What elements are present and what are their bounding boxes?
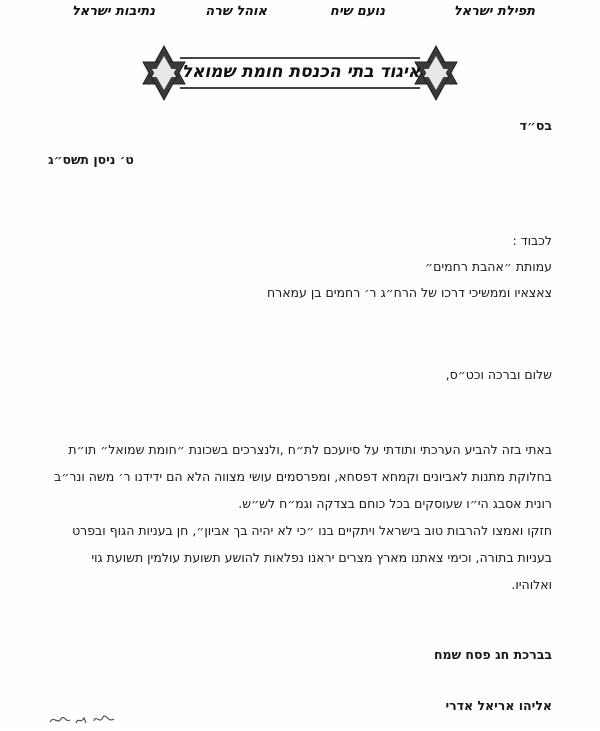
body-line: ואלוהיו.	[511, 577, 552, 592]
nav-item-netivot-israel: נתיבות ישראל	[71, 4, 155, 19]
body-line: חזקו ואמצו להרבות טוב בישראל ויתקיים בנו ״כי לא יהיה בך אביון״, חן בעניות הגוף ובפרט	[72, 523, 552, 538]
body-line: רונית אסבג הי״ו שעוסקים בכל כוחם בצדקה וגמ״ח לש״ש.	[238, 496, 552, 511]
signature-name: אליהו אריאל אדרי	[445, 698, 552, 713]
recipient-to-label: לכבוד :	[512, 233, 552, 248]
nav-item-ohel-sara: אוהל שרה	[205, 4, 267, 19]
body-line: בחלוקת מתנות לאביונים וקמחא דפסחא, ומפרסמים עושי מצווה הלא הם ידידנו ר׳ משה ונר״ב	[54, 469, 552, 484]
closing-blessing: בברכת חג פסח שמח	[433, 647, 552, 662]
organization-title: איגוד בתי הכנסת חומת שמואל	[181, 62, 421, 82]
top-nav	[60, 4, 535, 26]
body-paragraph	[32, 436, 552, 598]
nav-item-tefilat-israel: תפילת ישראל	[453, 4, 535, 19]
body-line: באתי בזה להביע הערכתי ותודתי על סיועכם לת״ח ,ולנצרכים בשכונת ״חומת שמואל״ תו״ת	[68, 442, 552, 457]
greeting: שלום וברכה וכט״ס,	[445, 367, 552, 382]
recipient-line-2: צאצאיו וממשיכי דרכו של הרח״ג ר׳ רחמים בן עמארח	[266, 285, 552, 300]
nav-item-noam-siach: נועם שיח	[329, 4, 385, 19]
bsd-mark: בס״ד	[519, 118, 552, 133]
recipient-line-1: עמותת ״אהבת רחמים״	[425, 259, 552, 274]
body-line: בעניות בתורה, וכימי צאתנו מארץ מצרים יראנו נפלאות להושע תשועת עולמין תשועת גוי	[91, 550, 552, 565]
handwritten-signature	[48, 711, 118, 731]
letter-date: ט׳ ניסן תשס״ג	[48, 152, 134, 167]
